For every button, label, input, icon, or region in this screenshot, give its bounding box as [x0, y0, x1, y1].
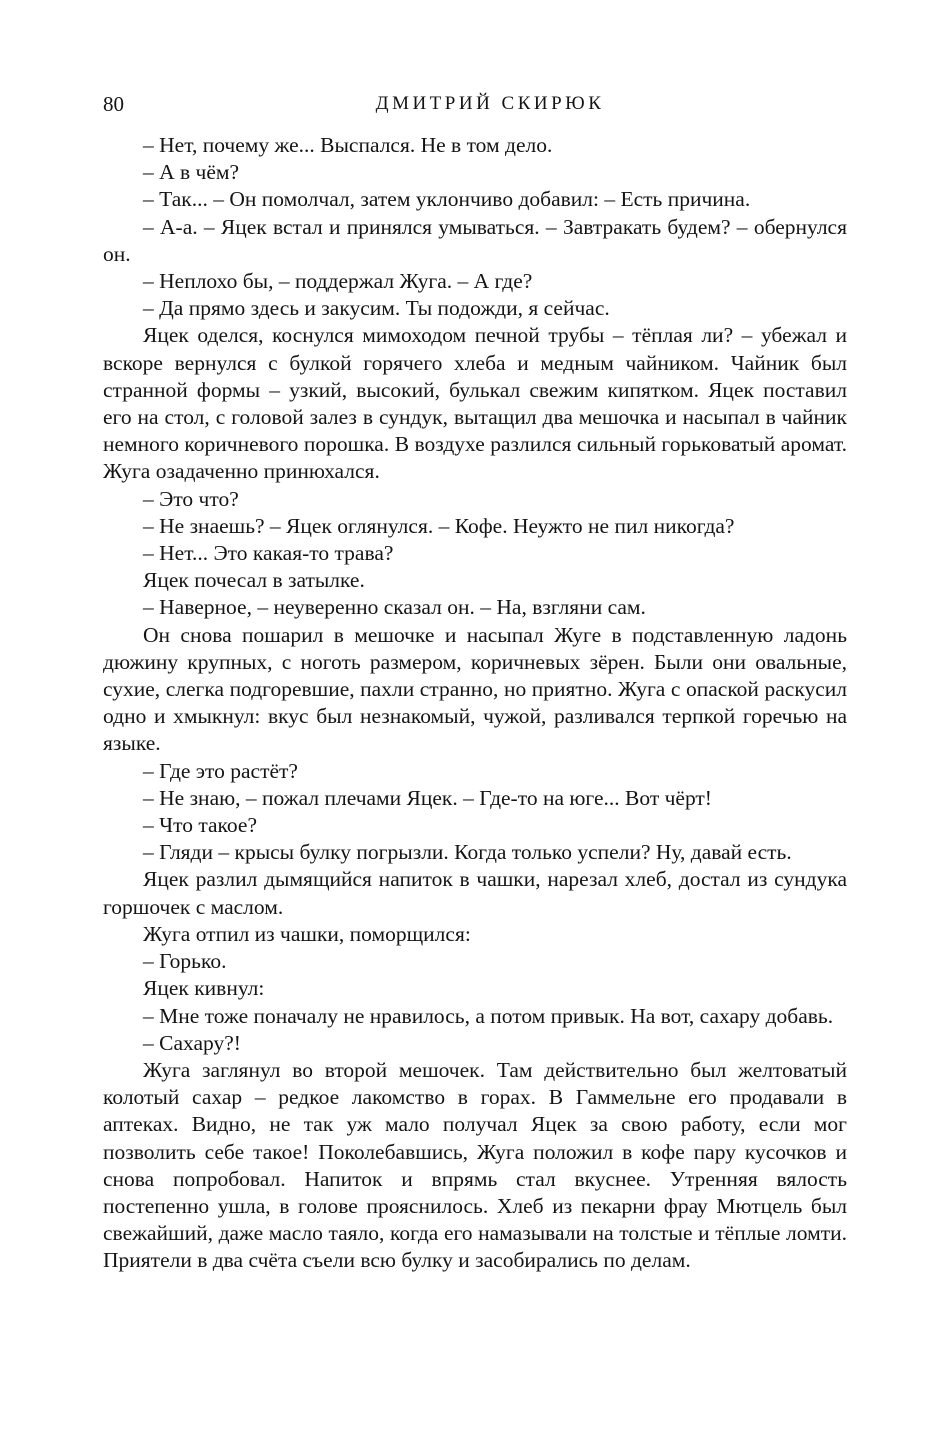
paragraph: Яцек почесал в затылке. [143, 568, 365, 593]
paragraph: Яцек разлил дымящийся напиток в чашки, нарезал хлеб, достал из сундука горшочек с маслом. [103, 867, 847, 919]
page-number: 80 [103, 92, 124, 116]
paragraph: Он снова пошарил в мешочке и насыпал Жуге в подставленную ладонь дюжину крупных, с ноготь размером, коричневых зёрен. Были они овальные, сухие, слегка подгоревшие, пахли странно, но приятно. Жуга с опаской раскусил одно и хмыкнул: вкус был незнакомый, чужой, разливался терпкой горечью на языке. [103, 622, 847, 756]
paragraph: – Мне тоже поначалу не нравилось, а потом привык. На вот, сахару добавь. [143, 1003, 834, 1028]
paragraph: – А в чём? [143, 160, 240, 185]
paragraph: – Да прямо здесь и закусим. Ты подожди, я сейчас. [143, 296, 610, 321]
paragraph: – Сахару?! [143, 1030, 241, 1055]
body-text [103, 132, 847, 1275]
paragraph: – Гляди – крысы булку погрызли. Когда только успели? Ну, давай есть. [143, 840, 792, 865]
paragraph: – Не знаешь? – Яцек оглянулся. – Кофе. Неужто не пил никогда? [143, 513, 735, 538]
paragraph: – Что такое? [143, 813, 257, 838]
paragraph: Жуга заглянул во второй мешочек. Там действительно был желтоватый колотый сахар – редкое лакомство в горах. В Гаммельне его продавали в аптеках. Видно, не так уж мало получал Яцек за свою работу, если мог позволить себе такое! Поколебавшись, Жуга положил в кофе пару кусочков и снова попробовал. Напиток и впрямь стал вкуснее. Утренняя вялость постепенно ушла, в голове прояснилось. Хлеб из пекарни фрау Мютцель был свежайший, даже масло таяло, когда его намазывали на толстые и тёплые ломти. Приятели в два счёта съели всю булку и засобирались по делам. [103, 1057, 847, 1273]
paragraph: – Это что? [143, 486, 239, 511]
paragraph: – Нет, почему же... Выспался. Не в том дело. [143, 133, 553, 157]
running-header [103, 88, 847, 120]
paragraph: Яцек оделся, коснулся мимоходом печной трубы – тёплая ли? – убежал и вскоре вернулся с булкой горячего хлеба и медным чайником. Чайник был странной формы – узкий, высокий, булькал свежим кипятком. Яцек поставил его на стол, с головой залез в сундук, вытащил два мешочка и насыпал в чайник немного коричневого порошка. В воздухе разлился сильный горьковатый аромат. Жуга озадаченно принюхался. [103, 323, 847, 484]
paragraph: – Так... – Он помолчал, затем уклончиво добавил: – Есть причина. [143, 187, 751, 212]
paragraph: Яцек кивнул: [143, 976, 265, 1001]
paragraph: – Неплохо бы, – поддержал Жуга. – А где? [143, 269, 533, 294]
author-name: ДМИТРИЙ СКИРЮК [375, 93, 605, 114]
paragraph: – А-а. – Яцек встал и принялся умываться. – Завтракать будем? – обернулся он. [103, 214, 847, 266]
paragraph: – Нет... Это какая-то трава? [143, 541, 394, 566]
paragraph: – Наверное, – неуверенно сказал он. – На, взгляни сам. [143, 595, 646, 620]
paragraph: – Где это растёт? [143, 758, 298, 783]
paragraph: – Не знаю, – пожал плечами Яцек. – Где-то на юге... Вот чёрт! [143, 785, 712, 810]
paragraph: Жуга отпил из чашки, поморщился: [143, 921, 471, 946]
paragraph: – Горько. [143, 949, 227, 974]
